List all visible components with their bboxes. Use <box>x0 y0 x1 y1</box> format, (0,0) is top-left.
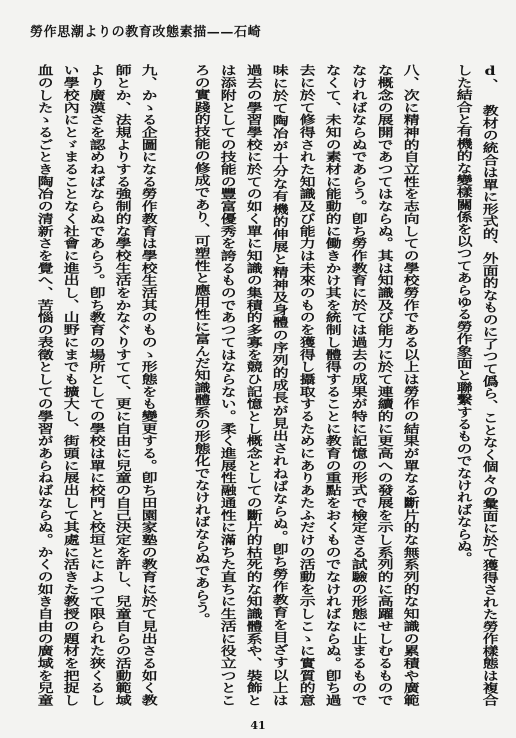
running-header: 勞作思潮よりの教育改態素描——石崎 <box>30 25 262 40</box>
page-number: 41 <box>250 719 266 732</box>
text-line: 八、次に精神的自立性を志向しての學校勞作である以上は勞作の結果が單なる斷片的な無系列的な知識の累積や廣範 <box>402 64 421 706</box>
text-line: は添附としての技能の豐富優秀を誇るものであつてはならない。柔く進展性融通性に滿ちた直ちに生活に役立つとこ <box>218 64 238 706</box>
text-line: い學校內にとゞまることなく社會に進出し、山野にまでも擴大し、街頭に展出して其處に活きた教授の題材を把捉し <box>61 64 80 706</box>
text-line: 去に於て修得された知識及び能力は未來のものを獲得し攝取するためにありあたふだけの活動を示しこゝに實質的意 <box>297 64 316 706</box>
text-line: 過去の學習學校に於ての如く單に知識の集積的多寡を競ひ記憶とし概念としての斷片的枯死的な知識體系や、裝飾と <box>245 64 264 706</box>
text-line: 血のしたゝるごとき陶冶の清新さを覺へ、苦惱の表徵としての學習があらねばならぬ。かくの如き自由の廣域を兒童 <box>35 64 54 706</box>
text-line: な概念の展開であつてはならぬ。其は知識及び能力に於て連續的に更高への發展を示し系列的に高躍せしむるもので <box>376 64 395 706</box>
text-line: した結合と有機的な變樣關係を以つてあらゆる勞作象面と聯繫するものでなければならぬ。 <box>454 64 473 565</box>
text-line: ろの實踐的技能の修成であり、可塑性と應用性に富んだ知識體系の形態化でなければならぬであらう。 <box>192 64 211 626</box>
text-line: より廣漠さを認めねばならぬであらう。卽ち教育の場所としての學校は單に校門と校垣とによつて限られた狹くるし <box>87 64 107 706</box>
text-line: 師とか、法規よりする強制的な學校生活をかなぐりすてて、更に自由に兒童の自己決定を許し、兒童自らの活動範域 <box>114 64 133 706</box>
text-line: なくて、未知の素材に能動的に働きかけ其を統制し體得することに教育の重點をおくものでなければならぬ。卽ち過 <box>323 64 342 706</box>
text-line: 九、かゝる企圖になる勞作教育は學校生活其のものゝ形態をも變更する。卽ち田園家塾の教育に於て見出さる如く教 <box>140 64 159 706</box>
text-line: なければならぬであらう。卽ち勞作教育に於ては過去の成果が特に記憶の形式で檢定さる試驗の形態に止まるもので <box>349 64 369 706</box>
text-line: 味に於て陶冶が十分な有機的伸展と精神及身體の序列的成長が見出されねばならぬ。卽ち勞作教育を目ざす以上は <box>271 64 290 706</box>
text-line: d、 教材の統合は單に形式的、外面的なものに了つて僞ら、ことなく個々の彙面に於て獲得された勞作樣態は複合 <box>480 64 500 706</box>
